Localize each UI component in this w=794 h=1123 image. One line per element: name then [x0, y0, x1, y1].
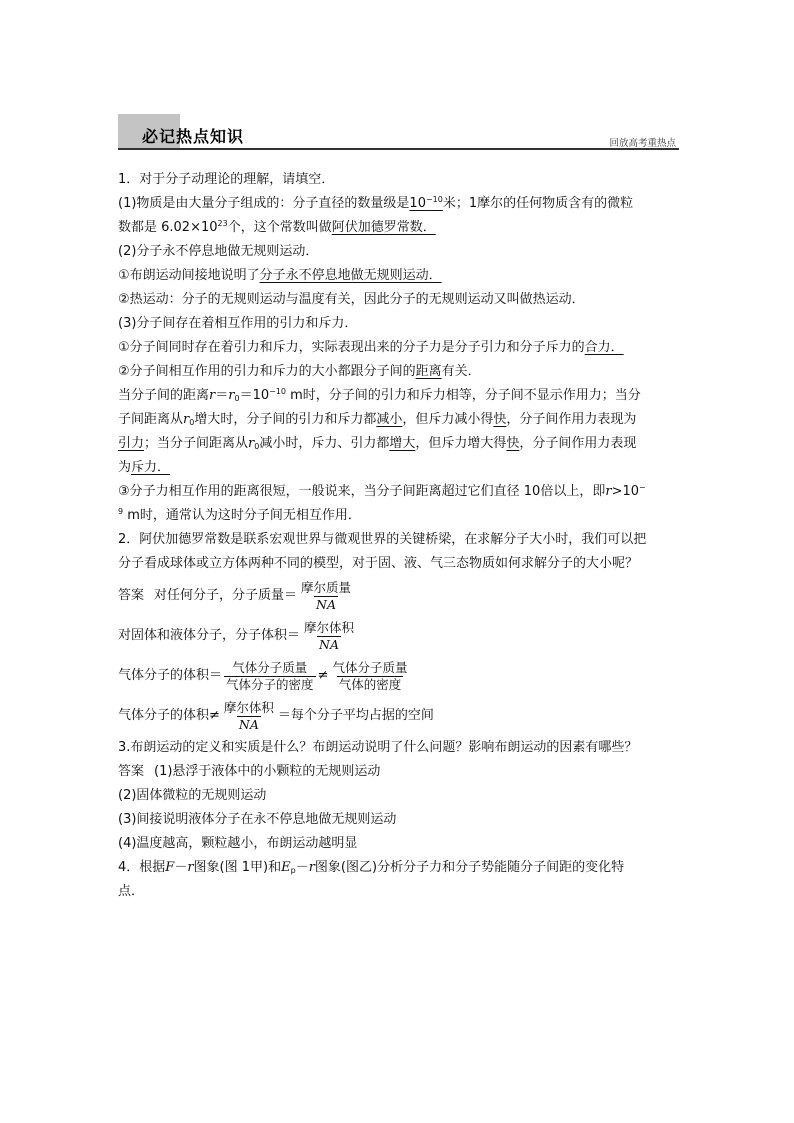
q2-line-2: 分子看成球体或立方体两种不同的模型，对于固、液、气三态物质如何求解分子的大小呢？ [118, 556, 639, 571]
q1-line-8: ①分子间同时存在着引力和斥力，实际表现出来的分子力是分子引力和分子斥力的合力． [118, 340, 624, 355]
q3-answer-1: 答案 (1)悬浮于液体中的小颗粒的无规则运动 [118, 764, 381, 779]
blank-answer: 分子永不停息地做无规则运动． [259, 268, 442, 283]
fraction: $\frac{\text{摩尔体积}}{NA}$ [304, 619, 355, 652]
q1-line-4: (2)分子永不停息地做无规则运动． [118, 244, 319, 259]
q1-line-10: 当分子间的距离$r=r_0=10^{-10}$ m时，分子间的引力和斥力相等，分子间不显示作用力；当分 [118, 387, 641, 403]
blank-answer: 引力 [118, 436, 145, 451]
blank-answer: $10^{-10}$ [409, 195, 443, 211]
fraction: $\frac{\text{气体分子质量}}{\text{气体的密度}}$ [332, 659, 408, 692]
blank-answer: 距离 [415, 364, 442, 379]
blank-answer: 减小 [376, 412, 403, 427]
header-rule [118, 148, 679, 150]
blank-answer: 快 [493, 412, 507, 427]
fraction: $\frac{\text{气体分子质量}}{\text{气体分子的密度}}$ [226, 659, 314, 692]
fraction: $\frac{\text{摩尔体积}}{NA}$ [223, 699, 274, 732]
fraction: $\frac{\text{摩尔质量}}{NA}$ [301, 579, 352, 612]
q1-line-2: (1)物质是由大量分子组成的：分子直径的数量级是$10^{-10}$米；1摩尔的任何物质含有的微粒 [118, 195, 634, 211]
section-title: 必记热点知识 [142, 127, 245, 146]
q1-line-5: ①布朗运动间接地说明了分子永不停息地做无规则运动． [118, 268, 442, 283]
q1-line-15: $^9$ m时，通常认为这时分子间无相互作用． [118, 507, 361, 523]
q1-line-14: ③分子力相互作用的距离很短，一般说来，当分子间距离超过它们直径 10倍以上，即r>10− [118, 483, 646, 499]
blank-answer: 快 [506, 436, 520, 451]
q1-line-12: 引力；当分子间距离从$r_0$减小时，斥力、引力都增大，但斥力增大得快，分子间作用力表现 [118, 436, 637, 451]
q1-line-6: ②热运动：分子的无规则运动与温度有关，因此分子的无规则运动又叫做热运动． [118, 292, 585, 307]
q3-answer-4: (4)温度越高，颗粒越小，布朗运动越明显 [118, 836, 358, 851]
q1-line-13: 为斥力． [118, 460, 171, 475]
q2-answer-1: 答案 对任何分子，分子质量＝ $\frac{\text{摩尔质量}}{NA}$ [118, 579, 352, 612]
blank-answer: 合力． [584, 340, 624, 355]
q1-line-11: 子间距离从$r_0$增大时，分子间的引力和斥力都减小，但斥力减小得快，分子间作用力表现为 [118, 412, 637, 427]
q1-line-7: (3)分子间存在着相互作用的引力和斥力． [118, 316, 358, 331]
q1-heading: 1．对于分子动理论的理解，请填空． [118, 172, 335, 187]
q3-answer-2: (2)固体微粒的无规则运动 [118, 788, 267, 803]
q2-line-1: 2．阿伏加德罗常数是联系宏观世界与微观世界的关键桥梁，在求解分子大小时，我们可以把 [118, 532, 647, 547]
answer-label: 答案 [118, 764, 145, 779]
section-tag: 回放高考重热点 [609, 138, 676, 149]
blank-answer: 斥力． [131, 460, 171, 475]
q2-answer-3: 气体分子的体积＝ $\frac{\text{气体分子质量}}{\text{气体分子的密度}}$ ≠ $\frac{\text{气体分子质量}}{\text{气体的密度}}$ [118, 659, 408, 692]
answer-label: 答案 [118, 588, 145, 603]
q1-line-3: 数都是 $6.02\times 10^{23}$个，这个常数叫做阿伏加德罗常数． [118, 219, 436, 235]
q4-line-2: 点． [118, 884, 145, 899]
q2-answer-2: 对固体和液体分子，分子体积＝ $\frac{\text{摩尔体积}}{NA}$ [118, 619, 355, 652]
q1-line-9: ②分子间相互作用的引力和斥力的大小都跟分子间的距离有关． [118, 364, 481, 379]
blank-answer: 阿伏加德罗常数． [331, 220, 436, 235]
blank-answer: 增大 [389, 436, 416, 451]
q3-line-1: 3.布朗运动的定义和实质是什么？布朗运动说明了什么问题？影响布朗运动的因素有哪些？ [118, 740, 638, 755]
q2-answer-4: 气体分子的体积≠ $\frac{\text{摩尔体积}}{NA}$ ＝每个分子平均占据的空间 [118, 699, 434, 732]
q3-answer-3: (3)间接说明液体分子在永不停息地做无规则运动 [118, 812, 397, 827]
document-body [118, 168, 682, 904]
q4-line-1: 4．根据F－r图象(图 1甲)和$E_p-r$图象(图乙)分析分子力和分子势能随分子间距的变化特 [118, 860, 625, 875]
